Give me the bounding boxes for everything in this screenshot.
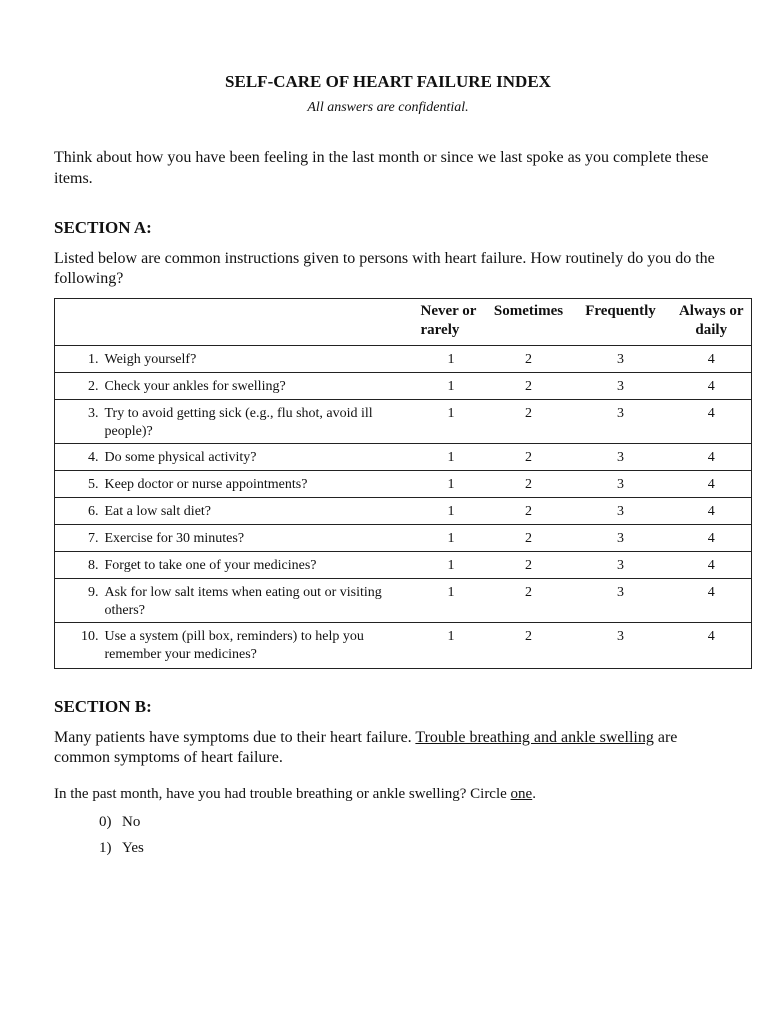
table-row: [55, 373, 752, 400]
sometimes-value[interactable]: 2: [488, 623, 570, 669]
item-number: 6.: [55, 498, 105, 525]
form-title: SELF-CARE OF HEART FAILURE INDEX: [225, 72, 551, 91]
frequently-value[interactable]: 3: [570, 552, 672, 579]
item-text: Weigh yourself?: [105, 346, 415, 373]
section-b-text-after: are common symptoms of heart failure.: [54, 729, 678, 766]
item-number: 1.: [55, 346, 105, 373]
always-value[interactable]: 4: [672, 552, 752, 579]
item-text: Ask for low salt items when eating out or visiting others?: [105, 579, 415, 623]
table-row: [55, 471, 752, 498]
option-label: Yes: [122, 840, 144, 856]
section-b-heading: SECTION B:: [54, 697, 152, 716]
column-header-never: Never or rarely: [415, 299, 488, 346]
always-value[interactable]: 4: [672, 346, 752, 373]
sometimes-value[interactable]: 2: [488, 498, 570, 525]
never-value[interactable]: 1: [415, 623, 488, 669]
section-b-paragraph: [54, 728, 719, 768]
item-number: 9.: [55, 579, 105, 623]
frequently-value[interactable]: 3: [570, 400, 672, 444]
table-row: [55, 579, 752, 623]
frequently-value[interactable]: 3: [570, 525, 672, 552]
item-number: 8.: [55, 552, 105, 579]
item-text: Try to avoid getting sick (e.g., flu shot, avoid ill people)?: [105, 400, 415, 444]
item-number: 4.: [55, 444, 105, 471]
always-value[interactable]: 4: [672, 471, 752, 498]
question-text-after: .: [532, 786, 536, 802]
frequently-value[interactable]: 3: [570, 623, 672, 669]
table-row: [55, 623, 752, 669]
frequently-value[interactable]: 3: [570, 471, 672, 498]
question-text-underlined: one: [510, 786, 533, 802]
sometimes-value[interactable]: 2: [488, 444, 570, 471]
item-number: 10.: [55, 623, 105, 669]
sometimes-value[interactable]: 2: [488, 373, 570, 400]
item-number: 2.: [55, 373, 105, 400]
never-value[interactable]: 1: [415, 525, 488, 552]
item-text: Keep doctor or nurse appointments?: [105, 471, 415, 498]
question-text-before: In the past month, have you had trouble breathing or ankle swelling? Circle: [54, 786, 511, 802]
frequently-value[interactable]: 3: [570, 346, 672, 373]
item-text: Check your ankles for swelling?: [105, 373, 415, 400]
answer-option-no[interactable]: [99, 814, 140, 831]
table-row: [55, 444, 752, 471]
item-text: Use a system (pill box, reminders) to help you remember your medicines?: [105, 623, 415, 669]
table-header-row: [55, 299, 752, 346]
item-text: Exercise for 30 minutes?: [105, 525, 415, 552]
table-row: [55, 400, 752, 444]
sometimes-value[interactable]: 2: [488, 552, 570, 579]
never-value[interactable]: 1: [415, 346, 488, 373]
item-text: Do some physical activity?: [105, 444, 415, 471]
never-value[interactable]: 1: [415, 471, 488, 498]
frequently-value[interactable]: 3: [570, 373, 672, 400]
never-value[interactable]: 1: [415, 579, 488, 623]
option-number: 0): [99, 814, 112, 830]
table-row: [55, 346, 752, 373]
always-value[interactable]: 4: [672, 623, 752, 669]
item-text: Forget to take one of your medicines?: [105, 552, 415, 579]
table-row: [55, 498, 752, 525]
table-row: [55, 552, 752, 579]
section-a-instructions: Listed below are common instructions given to persons with heart failure. How routinely do you do the following?: [54, 250, 715, 287]
section-a-table: [54, 298, 752, 669]
answer-option-yes[interactable]: [99, 840, 144, 857]
column-header-frequently: Frequently: [570, 299, 672, 346]
sometimes-value[interactable]: 2: [488, 579, 570, 623]
header-blank-item: [105, 299, 415, 346]
item-text: Eat a low salt diet?: [105, 498, 415, 525]
confidentiality-note: All answers are confidential.: [307, 100, 469, 115]
frequently-value[interactable]: 3: [570, 579, 672, 623]
intro-paragraph: Think about how you have been feeling in the last month or since we last spoke as you complete these items.: [54, 149, 709, 187]
never-value[interactable]: 1: [415, 552, 488, 579]
column-header-always: Always or daily: [672, 299, 752, 346]
always-value[interactable]: 4: [672, 525, 752, 552]
frequently-value[interactable]: 3: [570, 498, 672, 525]
never-value[interactable]: 1: [415, 400, 488, 444]
sometimes-value[interactable]: 2: [488, 525, 570, 552]
always-value[interactable]: 4: [672, 444, 752, 471]
item-number: 7.: [55, 525, 105, 552]
option-label: No: [122, 814, 141, 830]
section-b-text-underlined: Trouble breathing and ankle swelling: [415, 729, 654, 746]
symptom-question: [54, 786, 536, 803]
sometimes-value[interactable]: 2: [488, 400, 570, 444]
sometimes-value[interactable]: 2: [488, 346, 570, 373]
sometimes-value[interactable]: 2: [488, 471, 570, 498]
section-b-text-before: Many patients have symptoms due to their heart failure.: [54, 729, 416, 746]
always-value[interactable]: 4: [672, 373, 752, 400]
always-value[interactable]: 4: [672, 400, 752, 444]
item-number: 5.: [55, 471, 105, 498]
table-row: [55, 525, 752, 552]
never-value[interactable]: 1: [415, 373, 488, 400]
header-blank-num: [55, 299, 105, 346]
always-value[interactable]: 4: [672, 579, 752, 623]
frequently-value[interactable]: 3: [570, 444, 672, 471]
option-number: 1): [99, 840, 112, 856]
never-value[interactable]: 1: [415, 444, 488, 471]
item-number: 3.: [55, 400, 105, 444]
never-value[interactable]: 1: [415, 498, 488, 525]
column-header-sometimes: Sometimes: [488, 299, 570, 346]
always-value[interactable]: 4: [672, 498, 752, 525]
section-a-heading: SECTION A:: [54, 218, 152, 237]
